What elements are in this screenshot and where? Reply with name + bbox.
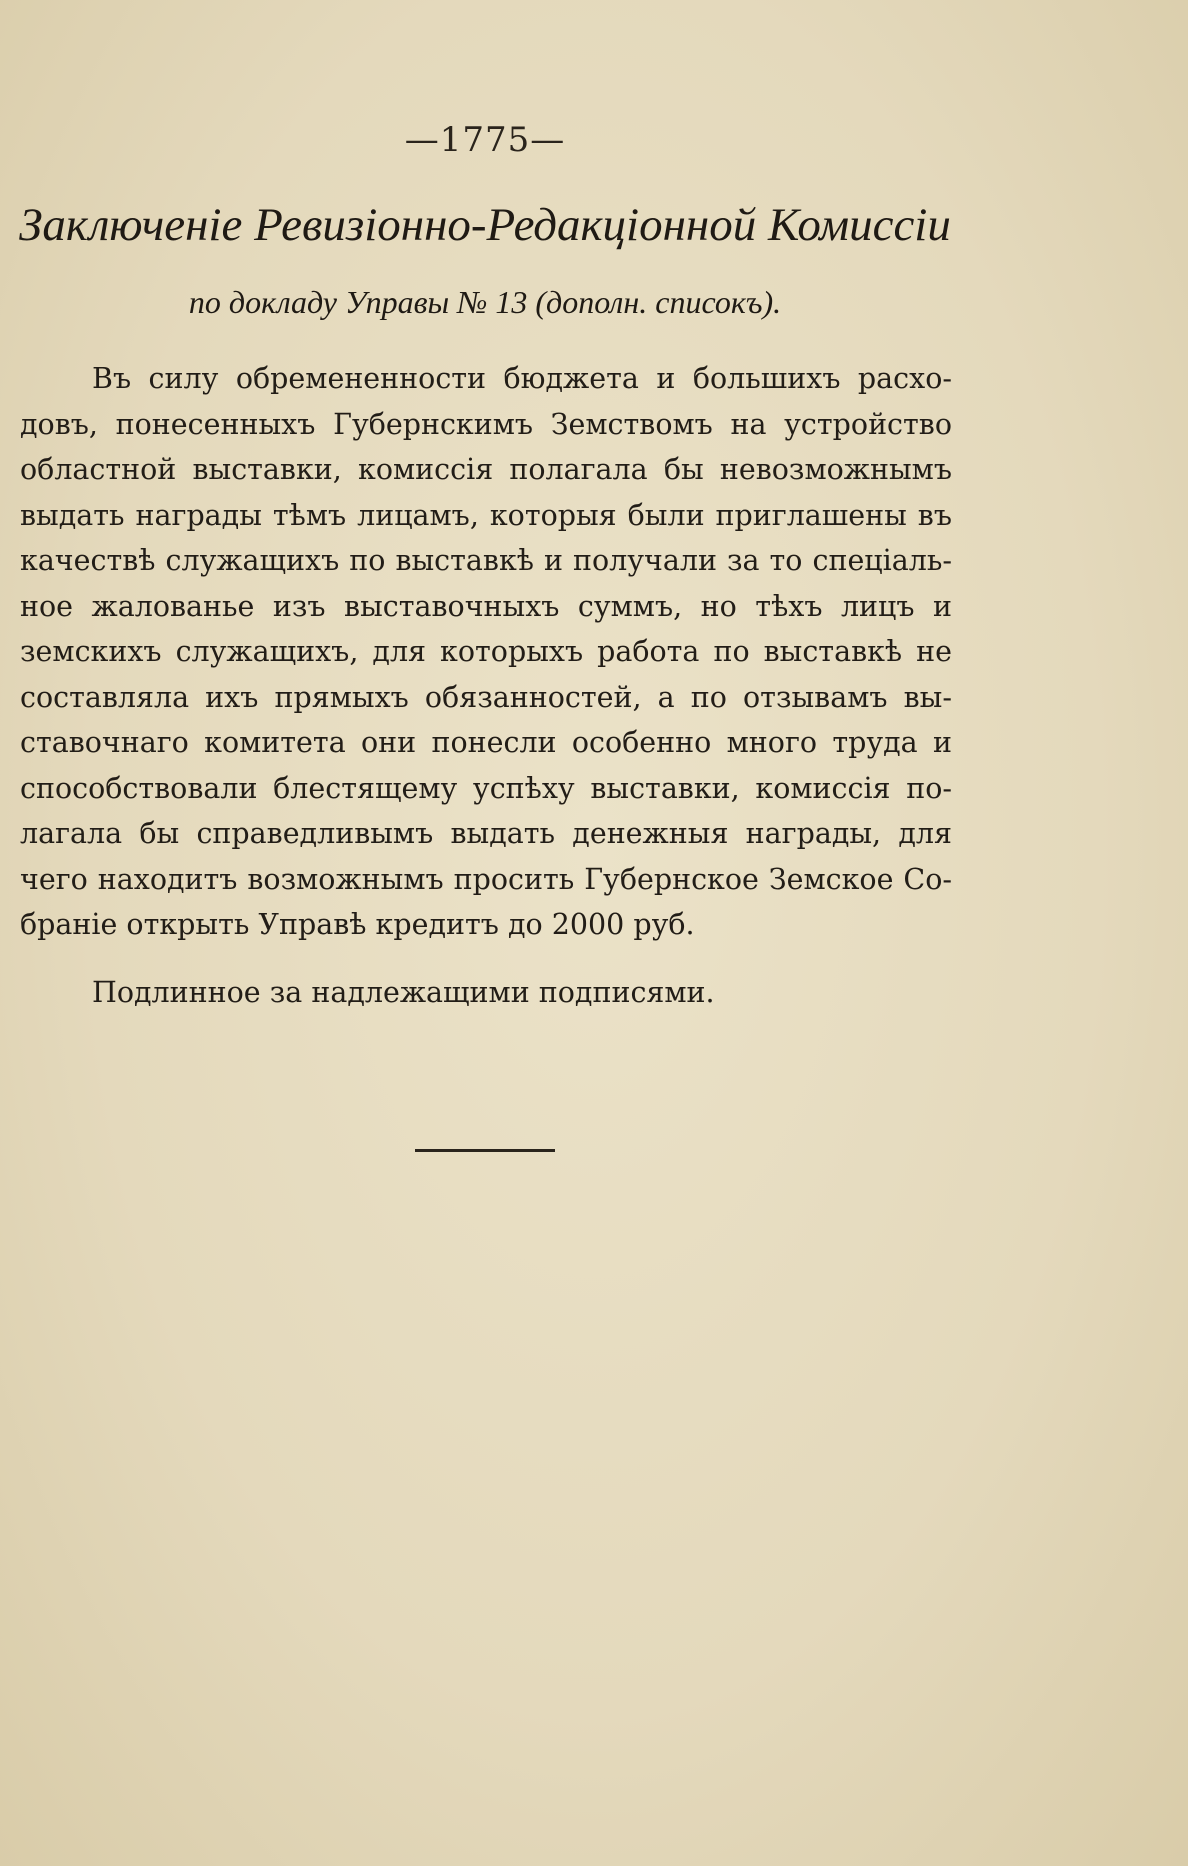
body-paragraph [20, 356, 952, 948]
body-line: качествѣ служащихъ по выставкѣ и получали за то спеціаль- [20, 544, 952, 577]
body-line: способствовали блестящему успѣху выставки, комиссія по- [20, 771, 952, 805]
body-line: Въ силу обремененности бюджета и большихъ расхо- [92, 362, 952, 395]
body-line: довъ, понесенныхъ Губернскимъ Земствомъ на устройство [20, 407, 952, 441]
body-line: ное жалованье изъ выставочныхъ суммъ, но тѣхъ лицъ и [20, 589, 952, 623]
body-line: чего находитъ возможнымъ просить Губернское Земское Со- [20, 862, 952, 896]
body-line: браніе открыть Управѣ кредитъ до 2000 руб. [20, 908, 695, 941]
body-line: выдать награды тѣмъ лицамъ, которыя были приглашены въ [20, 498, 952, 532]
closing-rule [415, 1149, 555, 1152]
body-line: лагала бы справедливымъ выдать денежныя награды, для [20, 817, 952, 850]
document-subtitle: по докладу Управы № 13 (дополн. списокъ). [188, 284, 782, 320]
body-line: земскихъ служащихъ, для которыхъ работа по выставкѣ не [20, 635, 952, 668]
signature-note: Подлинное за надлежащими подписями. [92, 976, 715, 1009]
page-number: —1775— [404, 120, 566, 160]
body-line: областной выставки, комиссія полагала бы невозможнымъ [20, 453, 952, 486]
document-title: Заключеніе Ревизіонно-Редакціонной Комиссіи [19, 199, 951, 251]
body-line: составляла ихъ прямыхъ обязанностей, а по отзывамъ вы- [20, 680, 952, 714]
body-line: ставочнаго комитета они понесли особенно много труда и [20, 726, 952, 759]
